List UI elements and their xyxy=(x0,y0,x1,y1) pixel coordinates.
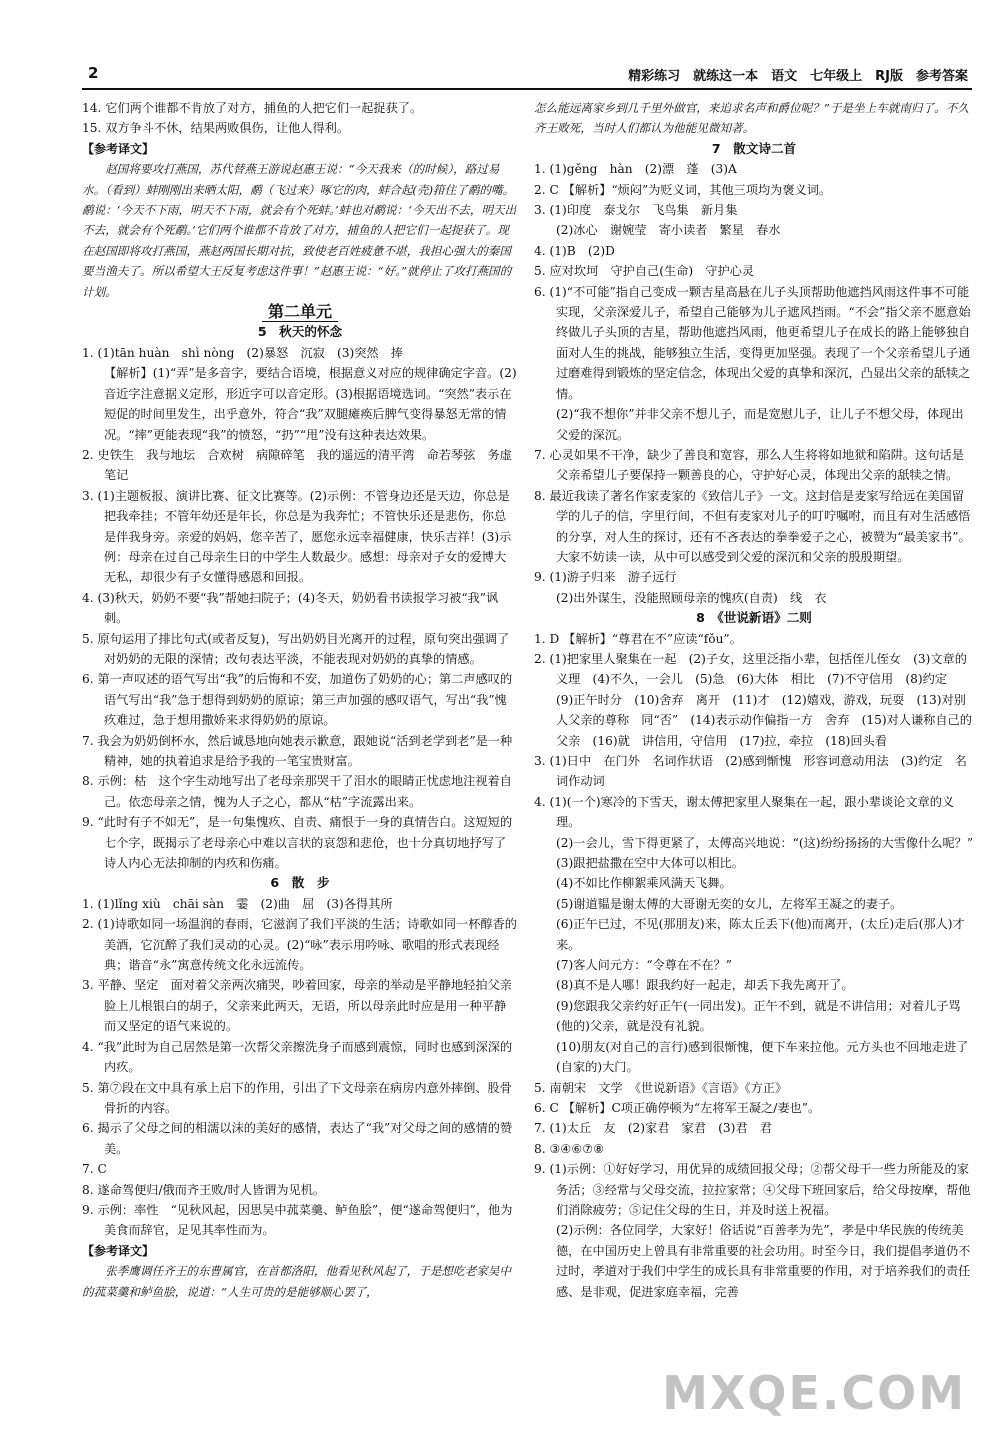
answer-subitem: (2)“我不想你”并非父亲不想儿子，而是宽慰儿子，让儿子不想父母，体现出父爱的深沉。 xyxy=(556,407,964,442)
answer-item: 5. 南朝宋 文学 《世说新语》《言语》《方正》 xyxy=(534,1080,788,1095)
right-column xyxy=(534,98,974,1302)
answer-subitem: (4)不如比作柳絮乘风满天飞舞。 xyxy=(556,876,732,891)
answer-item: 15. 双方争斗不休，结果两败俱伤，让他人得利。 xyxy=(82,121,350,136)
answer-item: 1. D 【解析】“尊君在不”应读“fǒu”。 xyxy=(534,631,742,646)
answer-item: 3. (1)印度 泰戈尔 飞鸟集 新月集 xyxy=(534,203,738,218)
lesson-heading: 6 散 步 xyxy=(270,875,330,891)
answer-subitem: (8)真不是人哪！跟我约好一起走，却丢下我先离开了。 xyxy=(556,978,854,993)
answer-subitem: (7)客人问元方：“令尊在不在？” xyxy=(556,958,732,973)
translation-paragraph: 怎么能远离家乡到几千里外做官，来追求名声和爵位呢？”于是坐上车就南归了。不久齐王败死，当时人们都认为他能见微知著。 xyxy=(534,101,969,136)
answer-item: 6. C 【解析】C项正确停顿为“左将军王凝之/妻也”。 xyxy=(534,1100,821,1115)
answer-item: 9. “此时有子不如无”，是一句集愧疚、自责、痛恨于一身的真情告白。这短短的七个字，既揭示了老母亲心中难以言状的哀怨和悲伧，也十分真切地抒写了诗人内心无法抑制的内疚和伤痛。 xyxy=(82,815,513,871)
lesson-heading: 7 散文诗二首 xyxy=(711,140,797,156)
answer-subitem: 【解析】(1)“弄”是多音字，要结合语境，根据意义对应的规律确定字音。(2)音近字注意据义定形，形近字可以音定形。(3)根据语境选词。“突然”表示在短促的时间里发生，出乎意外，符合“我”双腿瘫痪后脾气变得暴怒无常的情况。“摔”更能表现“我”的愤怒，“扔”“甩”没有这种表达效果。 xyxy=(104,366,517,442)
lesson-heading: 8 《世说新语》二则 xyxy=(696,610,812,626)
answer-item: 2. C 【解析】“烦闷”为贬义词，其他三项均为褒义词。 xyxy=(534,182,832,197)
answer-item: 2. (1)把家里人聚集在一起 (2)子女，这里泛指小辈，包括侄儿侄女 (3)文章的义理 (4)不久，一会儿 (5)急 (6)大体 相比 (7)不守信用 (8)约定 (9)正午时分 (10)舍弃 离开 (11)才 (12)嬉戏，游戏，玩耍 (13)对别人父亲的尊称 同“否” (14)表示动作偏指一方 舍弃 (15)对人谦称自己的父亲 (16)就 讲信用，守信用 (17)拉，牵拉 (18)回头看 xyxy=(534,651,972,748)
answer-item: 3. (1)日中 在门外 名词作状语 (2)感到惭愧 形容词意动用法 (3)约定 名词作动词 xyxy=(534,754,967,789)
answer-subitem: (9)您跟我父亲约好正午(一同出发)。正午不到，就是不讲信用；对着儿子骂(他的)父亲，就是没有礼貌。 xyxy=(556,998,961,1034)
page-number: 2 xyxy=(88,64,99,82)
answer-item: 5. 原句运用了排比句式(或者反复)，写出奶奶目光离开的过程，原句突出强调了对奶奶的无限的深情；改句表达平淡，不能表现对奶奶的真挚的情感。 xyxy=(82,631,510,666)
page-header xyxy=(82,62,972,90)
answer-item: 4. (1)B (2)D xyxy=(534,243,615,258)
answer-item: 14. 它们两个谁都不肯放了对方，捕鱼的人把它们一起捉获了。 xyxy=(82,101,423,115)
answer-item: 1. (1)gěng hàn (2)漂 蓬 (3)A xyxy=(534,162,737,177)
answer-item: 4. (1)(一个)寒冷的下雪天，谢太傅把家里人聚集在一起，跟小辈谈论文章的义理。 xyxy=(534,794,955,830)
answer-item: 9. 示例：率性 “见秋风起，因思吴中菰菜羹、鲈鱼脍”，便“遂命驾便归”，他为美食而辞官，足见其率性而为。 xyxy=(82,1202,513,1238)
left-column xyxy=(82,98,518,1302)
unit-heading: 第二单元 xyxy=(82,302,518,322)
answer-item: 4. “我”此时为自己居然是第一次帮父亲擦洗身子而感到震惊，同时也感到深深的内疚。 xyxy=(82,1039,513,1075)
answer-item: 9. (1)示例：①好好学习，用优异的成绩回报父母；②帮父母干一些力所能及的家务活；③经常与父母交流，拉拉家常；④父母下班回家后，给父母按摩，帮他们消除疲劳；⑤记住父母的生日，并及时送上祝福。 xyxy=(534,1162,971,1217)
answer-subitem: (2)示例：各位同学，大家好！俗话说“百善孝为先”，孝是中华民族的传统美德，在中国历史上曾具有非常重要的社会功用。时至今日，我们提倡孝道仍不过时，孝道对于我们中学生的成长具有非常重要的作用，对于培养我们的责任感、是非观，促进家庭幸福，完善 xyxy=(556,1223,971,1299)
translation-paragraph: 赵国将要攻打燕国，苏代替燕王游说赵惠王说：“今天我来（的时候），路过易水。（看到）蚌刚刚出来晒太阳，鹬（飞过来）啄它的肉，蚌合起(壳)箝住了鹬的嘴。鹬说：‘今天不下雨，明天不下雨，就会有个死蚌。’蚌也对鹬说：‘今天出不去，明天出不去，就会有个死鹬。’它们两个谁都不肯放了对方，捕鱼的人把它们一起捉获了。现在赵国即将攻打燕国，燕赵两国长期对抗，致使老百姓疲惫不堪，我担心强大的秦国要当渔夫了。所以希望大王反复考虑这件事！”赵惠王说：“好。”就停止了攻打燕国的计划。 xyxy=(82,162,517,299)
answer-item: 5. 应对坎坷 守护自己(生命) 守护心灵 xyxy=(534,264,755,279)
answer-item: 7. 我会为奶奶倒杯水，然后诚恳地向她表示歉意，跟她说“活到老学到老”是一种精神，她的执着追求是给予我的一笔宝贵财富。 xyxy=(82,733,513,768)
answer-subitem: (2)冰心 谢婉莹 寄小读者 繁星 春水 xyxy=(556,223,781,238)
answer-item: 6. 第一声叹述的语气写出“我”的后悔和不安，加道伤了奶奶的心；第二声感叹的语气写出“我”急于想得到奶奶的原谅；第三声加强的感叹语气，写出“我”愧疚难过，急于想用撒娇来求得奶奶的原谅。 xyxy=(82,672,513,728)
answer-item: 1. (1)lǐng xiù chāi sàn 霎 (2)曲 屈 (3)各得其所 xyxy=(82,896,393,911)
answer-item: 7. (1)太丘 友 (2)家君 家君 (3)君 君 xyxy=(534,1121,772,1136)
section-tag: 【参考译文】 xyxy=(82,141,155,156)
answer-item: 6. 揭示了父母之间的相濡以沫的美好的感情，表达了“我”对父母之间的感情的赞美。 xyxy=(82,1121,513,1156)
answer-item: 7. C xyxy=(82,1162,107,1177)
answer-item: 3. 平静、坚定 面对着父亲两次痛哭，吵着回家，母亲的举动是平静地轻拍父亲脸上儿根银白的胡子，父亲来此两天，无语，所以母亲此时应是用一种平静而又坚定的语气来说的。 xyxy=(82,978,512,1034)
answer-item: 4. (3)秋天，奶奶不要“我”帮她扫院子；(4)冬天，奶奶看书读报学习被“我”讽刺。 xyxy=(82,590,499,626)
answer-item: 5. 第⑦段在文中具有承上启下的作用，引出了下文母亲在病房内意外摔倒、股骨骨折的内容。 xyxy=(82,1080,512,1115)
answer-item: 2. 史铁生 我与地坛 合欢树 病隙碎笔 我的遥远的清平湾 命若琴弦 务虚笔记 xyxy=(82,447,512,483)
answer-subitem: (2)出外谋生，没能照顾母亲的愧疚(自责) 线 衣 xyxy=(556,590,827,605)
answer-subitem: (5)谢道韫是谢太傅的大哥谢无奕的女儿，左将军王凝之的妻子。 xyxy=(556,896,903,911)
answer-item: 8. ③④⑥⑦⑧ xyxy=(534,1141,605,1156)
answer-item: 7. 心灵如果不干净，缺少了善良和宽容，那么人生将将如地狱和陷阱。这句话是父亲希望儿子要保持一颗善良的心，守护好心灵，体现出父亲的舐犊之情。 xyxy=(534,447,964,483)
answer-subitem: (2)一会儿，雪下得更紧了，太傅高兴地说：“(这)纷纷扬扬的大雪像什么呢？” xyxy=(556,835,974,850)
translation-paragraph: 张季鹰调任齐王的东曹属官，在首都洛阳，他看见秋风起了，于是想吃老家吴中的菰菜羹和鲈鱼脍，说道：“人生可贵的是能够顺心罢了， xyxy=(82,1264,511,1299)
section-tag: 【参考译文】 xyxy=(82,1243,155,1258)
answer-subitem: (10)朋友(对自己的言行)感到很惭愧，便下车来拉他。元方头也不回地走进了(自家的)大门。 xyxy=(556,1039,969,1075)
book-title: 精彩练习 就练这一本 语文 七年级上 RJ版 参考答案 xyxy=(628,69,968,84)
answer-item: 8. 最近我读了著名作家麦家的《致信儿子》一文。这封信是麦家写给远在美国留学的儿子的信，字里行间，不但有麦家对儿子的叮咛嘱咐，而且有对生活感悟的分享，对人生的探讨，还有不吝表达的拳拳爱子之心，被赞为“最美家书”。大家不妨读一读，从中可以感受到父爱的深沉和父亲的殷殷期望。 xyxy=(534,488,971,564)
answer-item: 1. (1)tān huàn shì nòng (2)暴怒 沉寂 (3)突然 捧 xyxy=(82,345,403,360)
answer-item: 3. (1)主题板报、演讲比赛、征文比赛等。(2)示例：不管身边还是天边，你总是把我牵挂；不管年幼还是年长，你总是为我奔忙；不管快乐还是悲伤，你总是伴我身旁。亲爱的妈妈，您辛苦了，愿您永远幸福健康，快乐吉祥！(3)示例：母亲在过自己母亲生日的中学生人数最少。感想：母亲对子女的爱博大无私，却很少有子女懂得感恩和回报。 xyxy=(82,488,512,585)
answer-item: 8. 示例：枯 这个字生动地写出了老母亲那哭干了泪水的眼睛正忧虑地注视着自己。依恋母亲之情，愧为人子之心，都从“枯”字流露出来。 xyxy=(82,774,512,809)
site-watermark: MXQE.COM xyxy=(662,1366,966,1420)
answer-item: 8. 遂命驾便归/俄而齐王败/时人皆谓为见机。 xyxy=(82,1182,326,1197)
lesson-heading: 5 秋天的怀念 xyxy=(257,324,343,340)
answer-subitem: (6)正午已过，不见(那朋友)来，陈太丘丢下(他)而离开，(太丘)走后(那人)才来。 xyxy=(556,917,965,952)
answer-item: 9. (1)游子归来 游子远行 xyxy=(534,570,677,585)
answer-subitem: (3)跟把盐撒在空中大体可以相比。 xyxy=(556,856,744,871)
answer-item: 2. (1)诗歌如同一场温润的春雨，它滋润了我们平淡的生活；诗歌如同一杯醇香的美酒，它沉醉了我们灵动的心灵。(2)“咏”表示用吟咏、歌唱的形式表现经典；谐音“永”寓意传统文化永远流传。 xyxy=(82,917,517,973)
answer-item: 6. (1)“不可能”指自己变成一颗吉星高悬在儿子头顶帮助他遮挡风雨这件事不可能实现，父亲深爱儿子，希望自己能够为儿子遮风挡雨。“不会”指父亲不愿意始终做儿子头顶的吉星，帮助他遮挡风雨，他更希望儿子在成长的路上能够独自面对人生的挑战，能够独立生活，变得更加坚强。表现了一个父亲希望儿子通过磨难得到锻炼的坚定信念，体现出父爱的真挚和深沉，凸显出父亲的舐犊之情。 xyxy=(534,284,971,401)
